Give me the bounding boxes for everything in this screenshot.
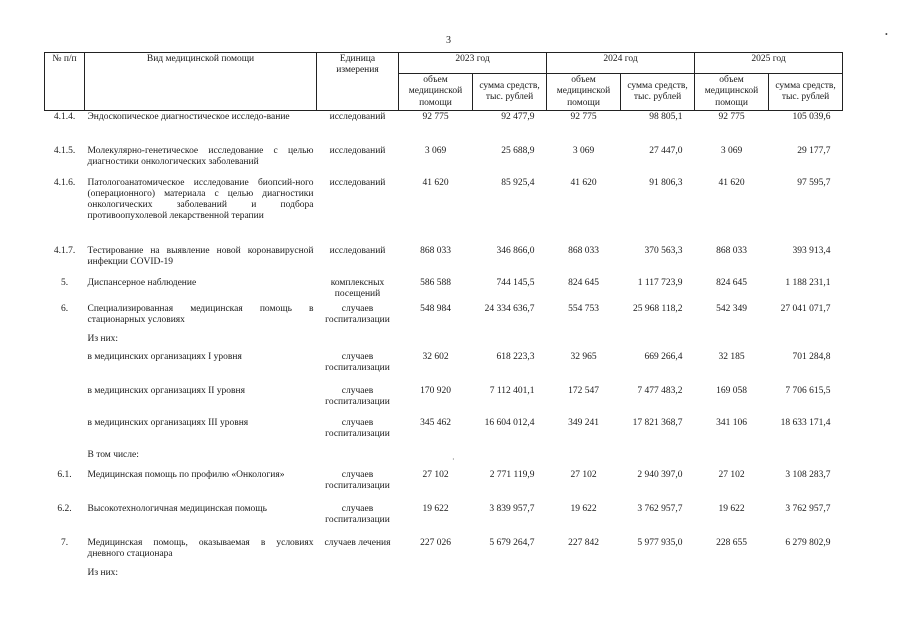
row-volume-2023: [399, 567, 473, 583]
row-volume-2025: 341 106: [716, 417, 747, 428]
row-amount-2023: 85 925,4: [501, 177, 535, 188]
row-care-type: Из них:: [87, 567, 119, 578]
row-care-type: Медицинская помощь, оказываемая в условиях дневного стационара: [87, 537, 314, 559]
row-number: 4.1.7.: [53, 245, 76, 256]
page-number: 3: [446, 35, 451, 46]
row-amount-2023: 16 604 012,4: [484, 417, 535, 428]
row-unit: [317, 449, 399, 469]
row-care-type: В том числе:: [87, 449, 139, 460]
row-unit: случаев госпитализации: [325, 385, 390, 407]
row-amount-2023: 3 839 957,7: [489, 503, 535, 514]
row-amount-2023: 25 688,9: [501, 145, 535, 156]
row-volume-2024: 19 622: [570, 503, 597, 514]
row-amount-2024: 17 821 368,7: [632, 417, 683, 428]
row-amount-2024: 27 447,0: [649, 145, 683, 156]
row-amount-2024: 7 477 483,2: [637, 385, 683, 396]
table-row: [45, 111, 843, 145]
row-unit: случаев госпитализации: [325, 503, 390, 525]
row-number: 6.1.: [57, 469, 72, 480]
row-amount-2023: [473, 567, 547, 583]
row-amount-2025: [769, 449, 843, 469]
row-volume-2023: 32 602: [422, 351, 449, 362]
table-row: [45, 417, 843, 449]
row-amount-2025: 1 188 231,1: [785, 277, 831, 288]
row-volume-2023: 3 069: [424, 145, 447, 156]
row-volume-2023: 586 588: [420, 277, 451, 288]
row-number: 6.2.: [57, 503, 72, 514]
row-amount-2023: 2 771 119,9: [489, 469, 535, 480]
row-volume-2023: 92 775: [422, 112, 449, 122]
row-volume-2025: 41 620: [718, 177, 745, 188]
header-volume: объем медицинской помощи: [399, 74, 473, 111]
row-care-type: Эндоскопическое диагностическое исследо-вание: [87, 112, 290, 122]
table-row: [45, 469, 843, 503]
row-amount-2025: 6 279 802,9: [785, 537, 831, 548]
row-volume-2024: 27 102: [570, 469, 597, 480]
header-year-2025: 2025 год: [695, 53, 843, 74]
row-number: [45, 417, 85, 449]
row-amount-2024: 5 977 935,0: [637, 537, 683, 548]
row-amount-2025: 3 108 283,7: [785, 469, 831, 480]
row-unit: исследований: [329, 245, 386, 256]
row-volume-2025: 3 069: [720, 145, 743, 156]
row-volume-2025: 169 058: [716, 385, 747, 396]
row-amount-2025: 701 284,8: [792, 351, 831, 362]
table-row: [45, 567, 843, 583]
header-amount: сумма средств, тыс. рублей: [769, 74, 843, 111]
table-row: [45, 537, 843, 567]
row-number: 4.1.5.: [53, 145, 76, 156]
row-volume-2024: [547, 449, 621, 469]
table-row: [45, 503, 843, 537]
row-volume-2023: [399, 449, 473, 469]
row-care-type: в медицинских организациях I уровня: [87, 351, 242, 362]
table-row: [45, 449, 843, 469]
header-unit: Единица измерения: [317, 53, 399, 111]
row-care-type: Специализированная медицинская помощь в стационарных условиях: [87, 303, 314, 325]
row-amount-2025: 7 706 615,5: [785, 385, 831, 396]
table-row: [45, 177, 843, 245]
row-volume-2024: 41 620: [570, 177, 597, 188]
row-care-type: Тестирование на выявление новой коронавирусной инфекции COVID-19: [87, 245, 314, 267]
row-care-type: в медицинских организациях III уровня: [87, 417, 249, 428]
row-number: [45, 385, 85, 417]
row-number: [45, 449, 85, 469]
row-amount-2024: [621, 449, 695, 469]
row-number: [45, 351, 85, 385]
row-number: [45, 333, 85, 351]
row-unit: случаев госпитализации: [325, 469, 390, 491]
row-volume-2025: 32 185: [718, 351, 745, 362]
row-number: 5.: [60, 277, 69, 288]
row-volume-2025: [695, 567, 769, 583]
medical-care-table: [44, 52, 843, 583]
table-row: [45, 333, 843, 351]
row-number: 7.: [60, 537, 69, 548]
row-unit: [317, 567, 399, 583]
row-care-type: в медицинских организациях II уровня: [87, 385, 245, 396]
row-volume-2023: 41 620: [422, 177, 449, 188]
row-volume-2024: 3 069: [572, 145, 595, 156]
row-amount-2024: 669 266,4: [644, 351, 683, 362]
row-volume-2023: 868 033: [420, 245, 451, 256]
row-number: [45, 567, 85, 583]
row-volume-2024: 349 241: [568, 417, 599, 428]
table-row: [45, 277, 843, 303]
row-volume-2024: 868 033: [568, 245, 599, 256]
row-volume-2024: 92 775: [570, 112, 597, 122]
row-volume-2024: 824 645: [568, 277, 599, 288]
row-volume-2023: 19 622: [422, 503, 449, 514]
row-care-type: Молекулярно-генетическое исследование с целью диагностики онкологических заболеваний: [87, 145, 314, 167]
row-volume-2025: 868 033: [716, 245, 747, 256]
row-volume-2023: 227 026: [420, 537, 451, 548]
table-row: [45, 245, 843, 277]
row-volume-2025: 824 645: [716, 277, 747, 288]
row-amount-2025: 29 177,7: [797, 145, 831, 156]
row-volume-2023: 548 984: [420, 303, 451, 314]
row-amount-2023: 618 223,3: [496, 351, 535, 362]
row-unit: исследований: [329, 177, 386, 188]
row-unit: случаев госпитализации: [325, 417, 390, 439]
row-volume-2024: [547, 567, 621, 583]
row-amount-2025: 3 762 957,7: [785, 503, 831, 514]
row-care-type: Медицинская помощь по профилю «Онкология»: [87, 469, 285, 480]
row-care-type: Из них:: [87, 333, 119, 344]
row-unit: случаев лечения: [324, 537, 391, 548]
row-amount-2025: 18 633 171,4: [780, 417, 831, 428]
row-unit: случаев госпитализации: [325, 303, 390, 325]
row-amount-2024: 1 117 723,9: [637, 277, 683, 288]
row-amount-2024: [621, 567, 695, 583]
row-number: 4.1.4.: [53, 112, 76, 122]
row-volume-2025: 27 102: [718, 469, 745, 480]
row-unit: комплексных посещений: [330, 277, 385, 299]
scan-mark: ·: [452, 455, 455, 464]
row-unit: [317, 333, 399, 351]
row-amount-2025: 27 041 071,7: [780, 303, 831, 314]
header-year-2023: 2023 год: [399, 53, 547, 74]
row-volume-2023: 27 102: [422, 469, 449, 480]
row-volume-2024: 554 753: [568, 303, 599, 314]
row-volume-2024: 172 547: [568, 385, 599, 396]
row-volume-2025: 92 775: [718, 112, 745, 122]
row-amount-2024: 98 805,1: [649, 112, 683, 122]
table-row: [45, 145, 843, 177]
row-volume-2025: 542 349: [716, 303, 747, 314]
row-amount-2023: 7 112 401,1: [489, 385, 535, 396]
row-volume-2025: [695, 333, 769, 351]
row-amount-2025: [769, 333, 843, 351]
header-care-type: Вид медицинской помощи: [85, 53, 317, 111]
row-amount-2023: [473, 333, 547, 351]
row-amount-2025: [769, 567, 843, 583]
row-care-type: Высокотехнологичная медицинская помощь: [87, 503, 267, 514]
header-number: № п/п: [45, 53, 85, 111]
table-row: [45, 351, 843, 385]
table-row: [45, 303, 843, 333]
row-volume-2025: 228 655: [716, 537, 747, 548]
row-amount-2023: 744 145,5: [496, 277, 535, 288]
row-volume-2024: [547, 333, 621, 351]
row-amount-2023: 24 334 636,7: [484, 303, 535, 314]
row-amount-2023: 346 866,0: [496, 245, 535, 256]
row-amount-2024: 91 806,3: [649, 177, 683, 188]
header-volume: объем медицинской помощи: [695, 74, 769, 111]
row-amount-2025: 97 595,7: [797, 177, 831, 188]
header-volume: объем медицинской помощи: [547, 74, 621, 111]
row-volume-2024: 227 842: [568, 537, 599, 548]
row-amount-2024: 370 563,3: [644, 245, 683, 256]
row-care-type: Диспансерное наблюдение: [87, 277, 197, 288]
row-unit: исследований: [329, 145, 386, 156]
row-amount-2024: 2 940 397,0: [637, 469, 683, 480]
row-amount-2024: [621, 333, 695, 351]
row-amount-2023: [473, 449, 547, 469]
row-volume-2025: 19 622: [718, 503, 745, 514]
row-unit: исследований: [329, 112, 386, 122]
row-volume-2025: [695, 449, 769, 469]
row-care-type: Патологоанатомическое исследование биопсий-ного (операционного) материала с целью диагностики онкологических заболеваний и подбора противоопухолевой лекарственной терапии: [87, 177, 314, 222]
header-amount: сумма средств, тыс. рублей: [621, 74, 695, 111]
row-amount-2024: 25 968 118,2: [633, 303, 683, 314]
row-volume-2023: 345 462: [420, 417, 451, 428]
row-number: 4.1.6.: [53, 177, 76, 188]
row-amount-2023: 92 477,9: [501, 112, 535, 122]
table-row: [45, 385, 843, 417]
row-volume-2023: 170 920: [420, 385, 451, 396]
row-amount-2025: 393 913,4: [792, 245, 831, 256]
header-year-2024: 2024 год: [547, 53, 695, 74]
row-volume-2024: 32 965: [570, 351, 597, 362]
scan-mark: •: [885, 30, 888, 39]
row-amount-2024: 3 762 957,7: [637, 503, 683, 514]
row-number: 6.: [60, 303, 69, 314]
header-amount: сумма средств, тыс. рублей: [473, 74, 547, 111]
row-volume-2023: [399, 333, 473, 351]
row-unit: случаев госпитализации: [325, 351, 390, 373]
row-amount-2023: 5 679 264,7: [489, 537, 535, 548]
row-amount-2025: 105 039,6: [792, 112, 831, 122]
